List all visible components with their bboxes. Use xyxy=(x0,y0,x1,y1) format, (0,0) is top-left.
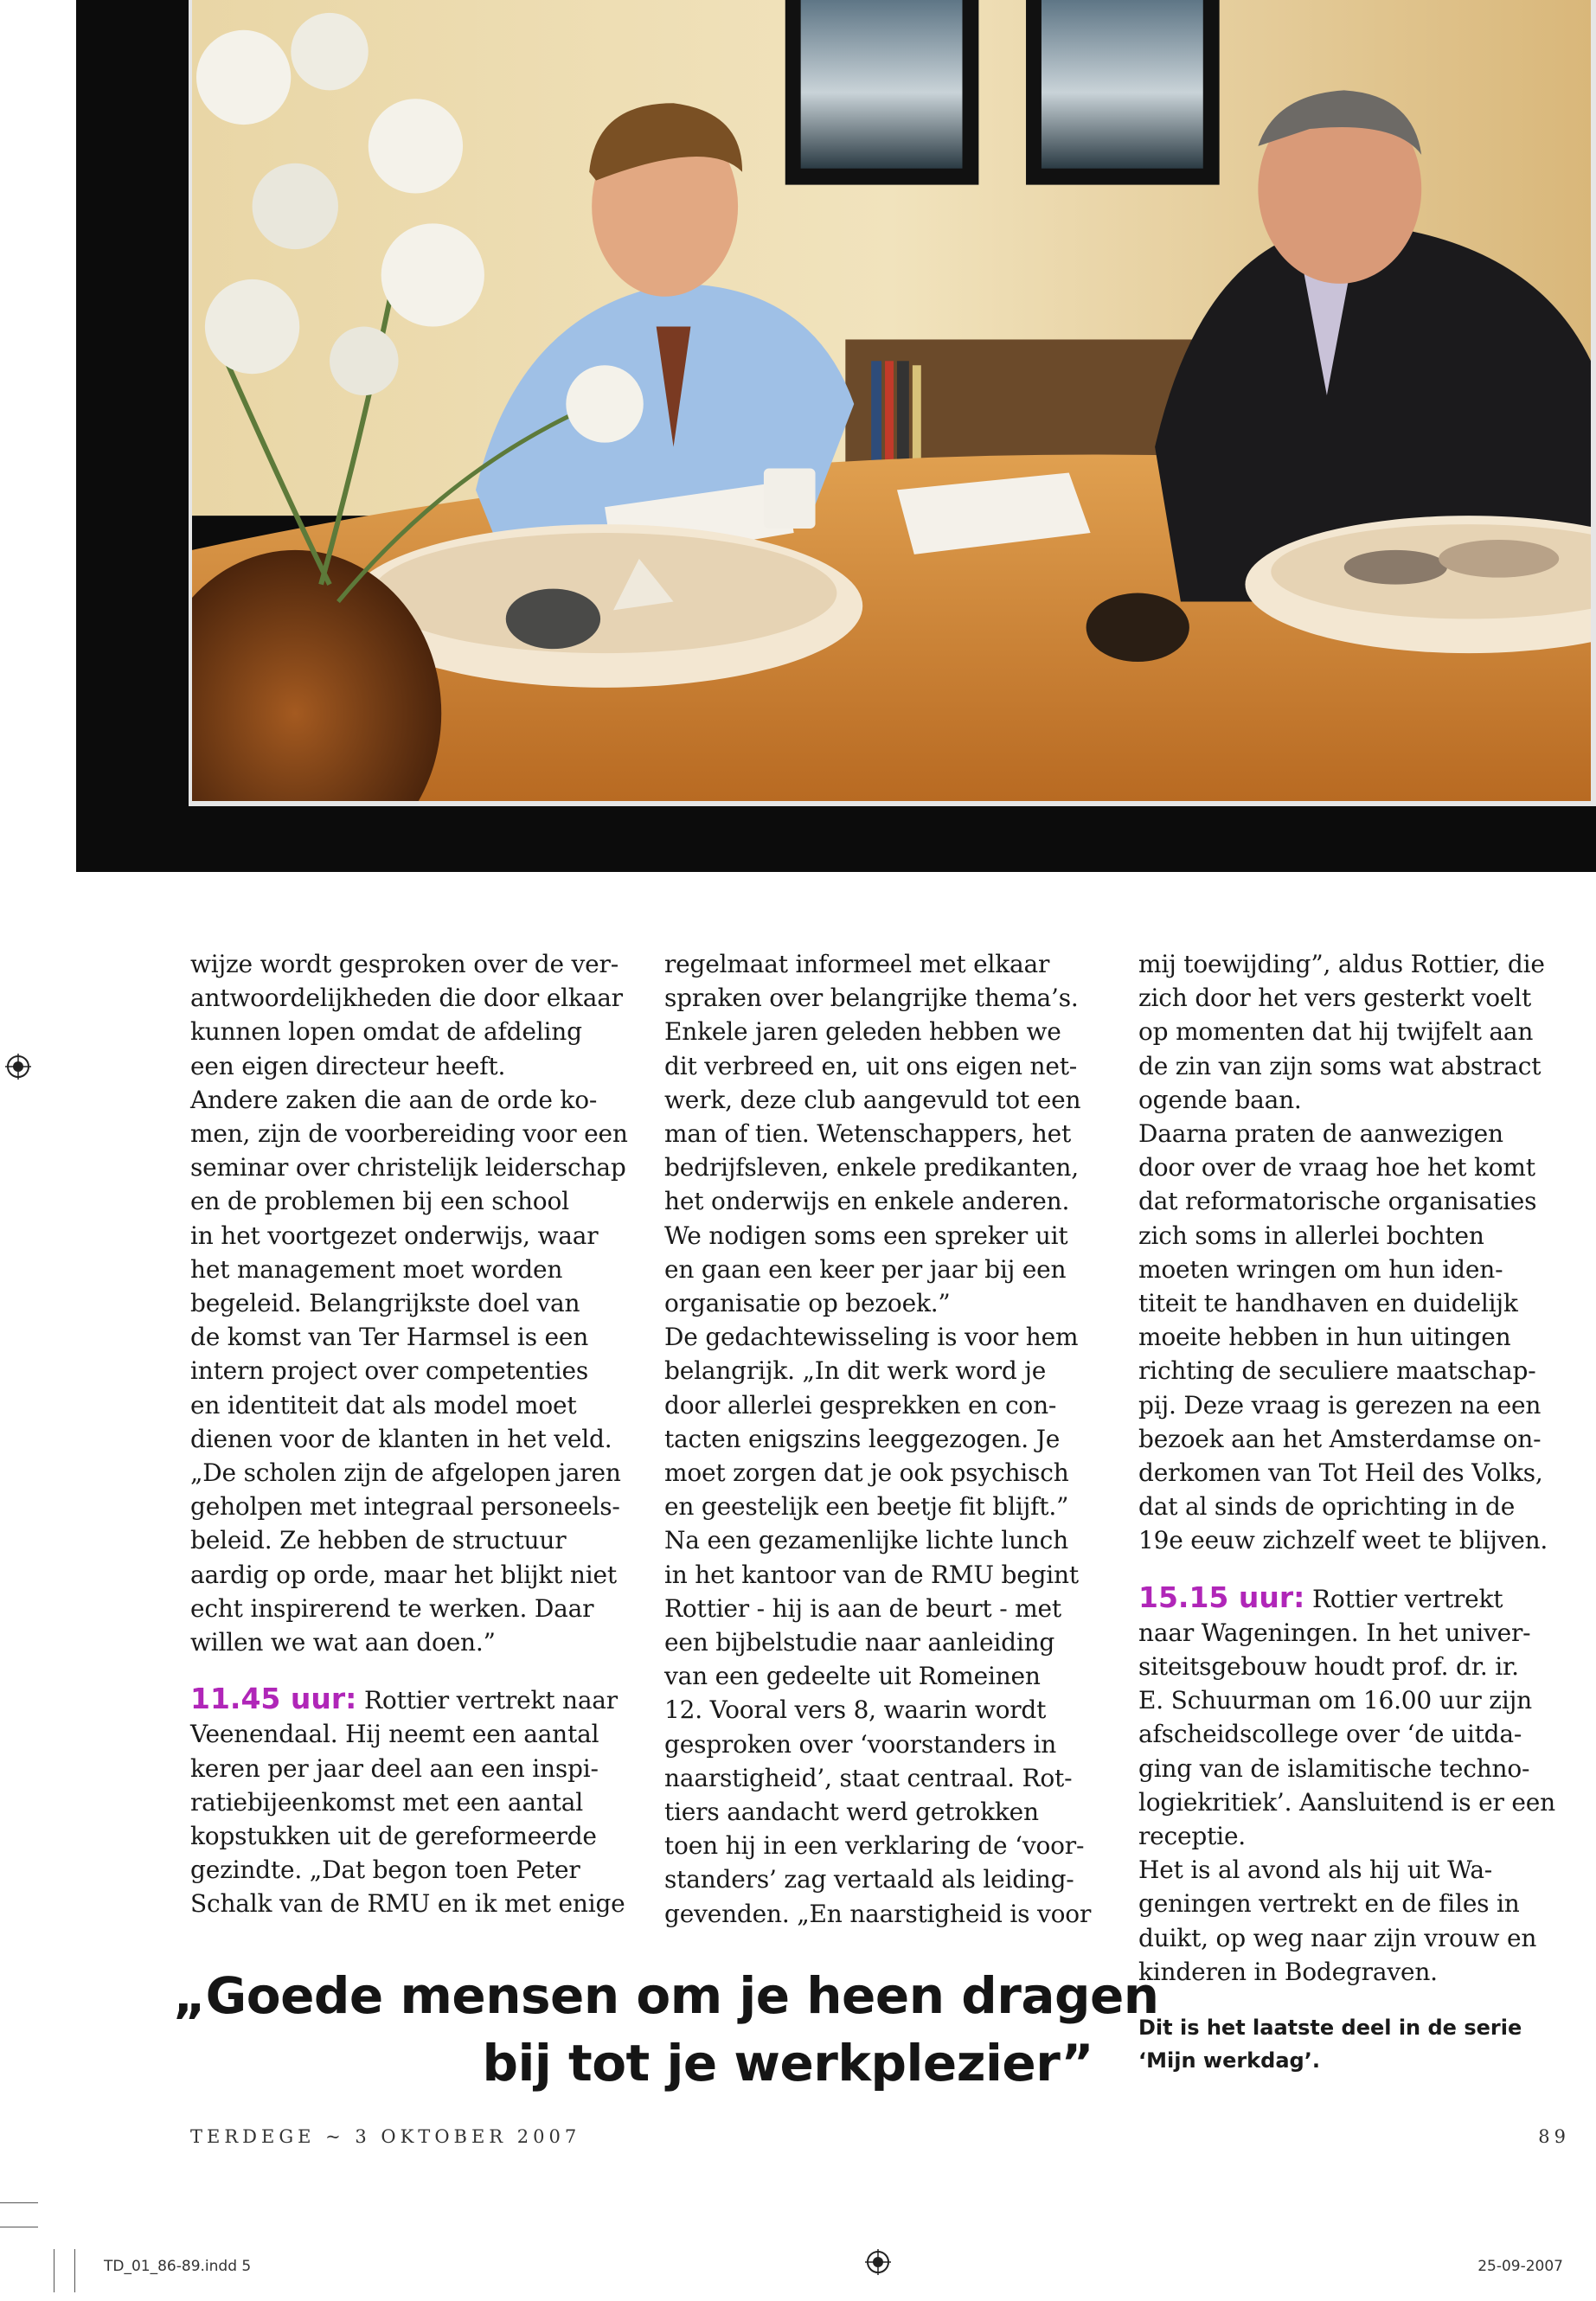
photo-illustration xyxy=(192,0,1591,801)
slug-date: 25-09-2007 xyxy=(1477,2258,1563,2275)
text-line: en gaan een keer per jaar bij een xyxy=(664,1254,1067,1284)
text-line: ratiebijeenkomst met een aantal xyxy=(190,1787,583,1817)
text-line: dit verbreed en, uit ons eigen net- xyxy=(664,1051,1078,1080)
text-line: mij toewijding”, aldus Rottier, die xyxy=(1138,950,1545,978)
magazine-footer: TERDEGE ~ 3 OKTOBER 2007 xyxy=(190,2126,581,2147)
text-line: het onderwijs en enkele anderen. xyxy=(664,1187,1070,1216)
article-column-3 xyxy=(1138,947,1575,2077)
text-line: op momenten dat hij twijfelt aan xyxy=(1138,1017,1534,1047)
text-line: bedrijfsleven, enkele predikanten, xyxy=(664,1153,1079,1183)
text-line: ogende baan. xyxy=(1138,1085,1302,1114)
page-number: 89 xyxy=(1538,2126,1570,2147)
pull-quote-line: „Goede mensen om je heen dragen xyxy=(173,1966,1159,2025)
text-line: dat al sinds de oprichting in de xyxy=(1138,1492,1516,1522)
text-line: in het voortgezet onderwijs, waar xyxy=(190,1221,599,1250)
text-line: en geestelijk een beetje fit blijft.” xyxy=(664,1492,1069,1522)
text-line: spraken over belangrijke thema’s. xyxy=(664,984,1079,1013)
series-note: Dit is het laatste deel in de serie xyxy=(1138,2016,1522,2041)
text-line: wijze wordt gesproken over de ver- xyxy=(190,950,619,978)
text-line: organisatie op bezoek.” xyxy=(664,1289,951,1318)
text-line: man of tien. Wetenschappers, het xyxy=(664,1119,1072,1149)
text-line: gezindte. „Dat begon toen Peter xyxy=(190,1856,580,1885)
text-line: een eigen directeur heeft. xyxy=(190,1051,506,1080)
pull-quote xyxy=(173,1962,1159,2097)
text-line: bezoek aan het Amsterdamse on- xyxy=(1138,1424,1542,1453)
time-entry-text: Rottier vertrekt xyxy=(1304,1584,1503,1613)
text-line: keren per jaar deel aan een inspi- xyxy=(190,1753,599,1783)
text-line: dat reformatorische organisaties xyxy=(1138,1187,1537,1216)
text-line: door over de vraag hoe het komt xyxy=(1138,1153,1535,1183)
crop-mark xyxy=(0,2202,38,2203)
text-line: toen hij in een verklaring de ‘voor- xyxy=(664,1831,1085,1861)
text-line: beleid. Ze hebben de structuur xyxy=(190,1526,567,1555)
text-line: werk, deze club aangevuld tot een xyxy=(664,1085,1081,1114)
text-line: begeleid. Belangrijkste doel van xyxy=(190,1289,580,1318)
text-line: zich door het vers gesterkt voelt xyxy=(1138,984,1532,1013)
text-line: intern project over competenties xyxy=(190,1356,589,1386)
registration-mark-icon xyxy=(865,2249,891,2275)
text-line: kunnen lopen omdat de afdeling xyxy=(190,1017,582,1047)
text-line: derkomen van Tot Heil des Volks, xyxy=(1138,1458,1543,1488)
text-line: gevenden. „En naarstigheid is voor xyxy=(664,1899,1092,1928)
text-line: door allerlei gesprekken en con- xyxy=(664,1390,1057,1420)
series-note: ‘Mijn werkdag’. xyxy=(1138,2048,1320,2073)
text-line: standers’ zag vertaald als leiding- xyxy=(664,1865,1074,1894)
text-line: Andere zaken die aan de orde ko- xyxy=(190,1085,598,1114)
text-line: 12. Vooral vers 8, waarin wordt xyxy=(664,1695,1047,1725)
text-line: naar Wageningen. In het univer- xyxy=(1138,1618,1531,1647)
text-line: naarstigheid’, staat centraal. Rot- xyxy=(664,1763,1073,1792)
article-column-2 xyxy=(664,947,1101,1931)
text-line: E. Schuurman om 16.00 uur zijn xyxy=(1138,1686,1532,1715)
text-line: receptie. xyxy=(1138,1822,1247,1851)
text-line: zich soms in allerlei bochten xyxy=(1138,1221,1484,1250)
text-line: Veenendaal. Hij neemt een aantal xyxy=(190,1720,599,1749)
text-line: Rottier - hij is aan de beurt - met xyxy=(664,1593,1061,1623)
text-line: pij. Deze vraag is gerezen na een xyxy=(1138,1390,1542,1420)
text-line: in het kantoor van de RMU begint xyxy=(664,1560,1079,1589)
registration-mark-icon xyxy=(5,1054,31,1080)
time-entry-line xyxy=(190,1682,627,1717)
text-line: willen we wat aan doen.” xyxy=(190,1628,496,1657)
text-line: moet zorgen dat je ook psychisch xyxy=(664,1458,1069,1488)
text-line: Schalk van de RMU en ik met enige xyxy=(190,1889,625,1919)
text-line: siteitsgebouw houdt prof. dr. ir. xyxy=(1138,1652,1519,1682)
pull-quote-line: bij tot je werkplezier” xyxy=(482,2034,1093,2093)
text-line: tiers aandacht werd getrokken xyxy=(664,1798,1039,1827)
time-entry-text: Rottier vertrekt naar xyxy=(356,1686,618,1715)
time-label-1145: 11.45 uur: xyxy=(190,1682,357,1716)
text-line: echt inspirerend te werken. Daar xyxy=(190,1593,594,1623)
text-line: kopstukken uit de gereformeerde xyxy=(190,1822,597,1851)
text-line: kinderen in Bodegraven. xyxy=(1138,1957,1438,1986)
text-line: De gedachtewisseling is voor hem xyxy=(664,1323,1079,1352)
text-line: ging van de islamitische techno- xyxy=(1138,1753,1530,1783)
text-line: We nodigen soms een spreker uit xyxy=(664,1221,1068,1250)
text-line: aardig op orde, maar het blijkt niet xyxy=(190,1560,617,1589)
text-line: Daarna praten de aanwezigen xyxy=(1138,1119,1503,1149)
text-line: Na een gezamenlijke lichte lunch xyxy=(664,1526,1068,1555)
text-line: Het is al avond als hij uit Wa- xyxy=(1138,1856,1493,1885)
text-line: dienen voor de klanten in het veld. xyxy=(190,1424,612,1453)
text-line: gesproken over ‘voorstanders in xyxy=(664,1729,1057,1759)
text-line: men, zijn de voorbereiding voor een xyxy=(190,1119,628,1149)
text-line: een bijbelstudie naar aanleiding xyxy=(664,1628,1055,1657)
text-line: 19e eeuw zichzelf weet te blijven. xyxy=(1138,1526,1548,1555)
text-line: en de problemen bij een school xyxy=(190,1187,569,1216)
article-photo xyxy=(189,0,1596,806)
text-line: Enkele jaren geleden hebben we xyxy=(664,1017,1061,1047)
text-line: regelmaat informeel met elkaar xyxy=(664,950,1050,978)
text-line: en identiteit dat als model moet xyxy=(190,1390,577,1420)
text-line: seminar over christelijk leiderschap xyxy=(190,1153,626,1183)
text-line: tacten enigszins leeggezogen. Je xyxy=(664,1424,1061,1453)
text-line: geningen vertrekt en de files in xyxy=(1138,1889,1520,1919)
text-line: van een gedeelte uit Romeinen xyxy=(664,1662,1041,1691)
text-line: titeit te handhaven en duidelijk xyxy=(1138,1289,1518,1318)
text-line: moeite hebben in hun uitingen xyxy=(1138,1323,1511,1352)
article-column-1 xyxy=(190,947,627,1921)
text-line: moeten wringen om hun iden- xyxy=(1138,1254,1503,1284)
text-line: de zin van zijn soms wat abstract xyxy=(1138,1051,1542,1080)
text-line: richting de seculiere maatschap- xyxy=(1138,1356,1536,1386)
text-line: belangrijk. „In dit werk word je xyxy=(664,1356,1047,1386)
crop-mark xyxy=(74,2249,75,2292)
time-entry-line xyxy=(1138,1580,1575,1616)
text-line: logiekritiek’. Aansluitend is er een xyxy=(1138,1787,1556,1817)
photo-frame xyxy=(76,0,1596,872)
slug-filename: TD_01_86-89.indd 5 xyxy=(104,2258,252,2275)
text-line: geholpen met integraal personeels- xyxy=(190,1492,620,1522)
text-line: het management moet worden xyxy=(190,1254,563,1284)
text-line: antwoordelijkheden die door elkaar xyxy=(190,984,623,1013)
text-line: „De scholen zijn de afgelopen jaren xyxy=(190,1458,621,1488)
text-line: duikt, op weg naar zijn vrouw en xyxy=(1138,1923,1537,1952)
time-label-1515: 15.15 uur: xyxy=(1138,1580,1305,1614)
text-line: afscheidscollege over ‘de uitda- xyxy=(1138,1720,1522,1749)
text-line: de komst van Ter Harmsel is een xyxy=(190,1323,589,1352)
